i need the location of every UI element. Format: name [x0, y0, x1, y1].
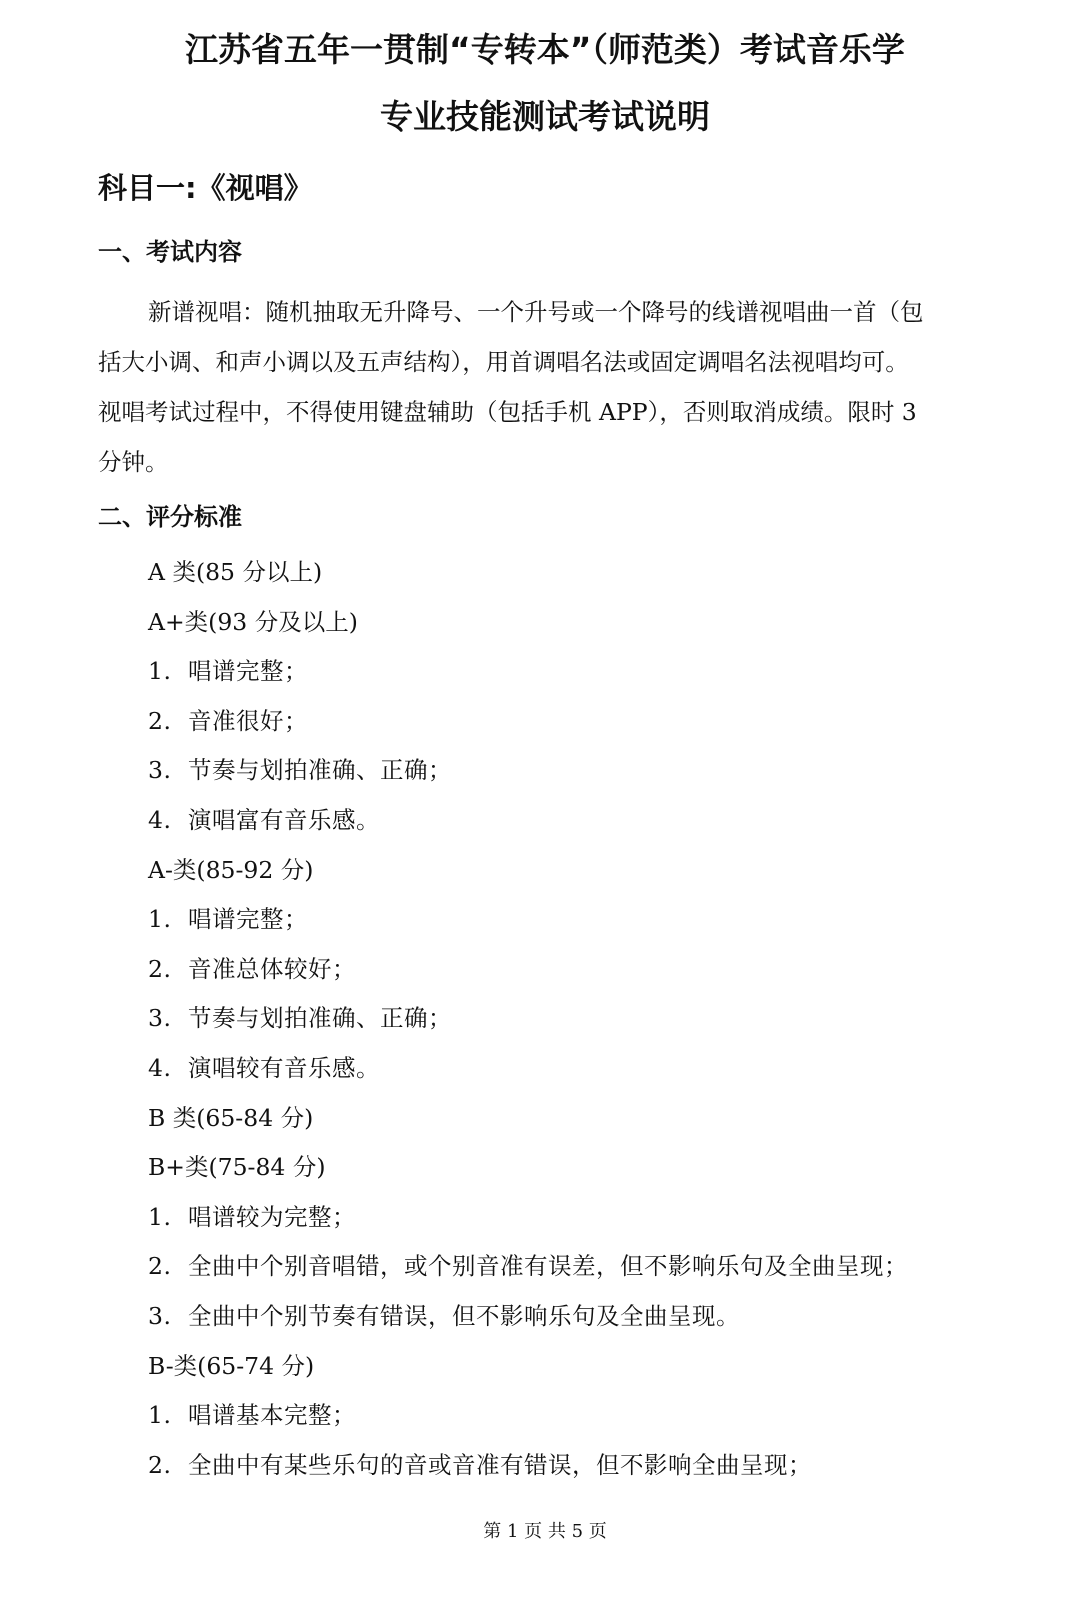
- criteria-item: [148, 1242, 1008, 1292]
- criteria-item-text: 节奏与划拍准确、正确；: [188, 1004, 452, 1033]
- criteria-item-text: 节奏与划拍准确、正确；: [188, 756, 452, 785]
- criteria-item: [148, 647, 1008, 697]
- grade-heading: A+类(93 分及以上): [148, 607, 358, 636]
- section-heading-scoring-criteria: 二、评分标准: [98, 503, 242, 531]
- scoring-criteria-list: [148, 548, 1008, 1490]
- grade-heading: B+类(75-84 分): [148, 1153, 326, 1182]
- criteria-item-number: 4.: [148, 805, 172, 834]
- section-heading-exam-content: 一、考试内容: [98, 238, 242, 266]
- criteria-item-number: 2.: [148, 954, 172, 983]
- criteria-item-text: 音准很好；: [188, 706, 308, 735]
- criteria-item-number: 2.: [148, 706, 172, 735]
- grade-heading: B-类(65-74 分): [148, 1351, 315, 1380]
- criteria-item-number: 1.: [148, 905, 172, 934]
- criteria-item-text: 全曲中个别节奏有错误，但不影响乐句及全曲呈现。: [188, 1301, 740, 1330]
- criteria-item: [148, 1193, 1008, 1243]
- criteria-item-text: 唱谱基本完整；: [188, 1401, 356, 1430]
- paragraph-line: 新谱视唱：随机抽取无升降号、一个升号或一个降号的线谱视唱曲一首（包: [148, 298, 924, 326]
- criteria-item-number: 1.: [148, 1202, 172, 1231]
- criteria-item: [148, 746, 1008, 796]
- criteria-item-number: 2.: [148, 1252, 172, 1281]
- grade-heading: A 类(85 分以上): [148, 558, 323, 586]
- criteria-item-number: 1.: [148, 1401, 172, 1430]
- paragraph-line: 分钟。: [98, 448, 169, 476]
- criteria-item-text: 全曲中有某些乐句的音或音准有错误，但不影响全曲呈现；: [188, 1450, 812, 1479]
- criteria-item: [148, 1441, 1008, 1491]
- criteria-item-text: 唱谱完整；: [188, 657, 308, 686]
- criteria-item: [148, 796, 1008, 846]
- document-title-line-1: 江苏省五年一贯制“专转本”（师范类）考试音乐学: [185, 30, 905, 69]
- criteria-item: [148, 697, 1008, 747]
- criteria-item-number: 4.: [148, 1053, 172, 1082]
- exam-content-paragraph: [98, 287, 988, 487]
- criteria-item: [148, 1292, 1008, 1342]
- criteria-item: [148, 994, 1008, 1044]
- criteria-item-number: 3.: [148, 1301, 172, 1330]
- criteria-item-text: 唱谱较为完整；: [188, 1202, 356, 1231]
- page-number-footer: 第 1 页 共 5 页: [483, 1521, 607, 1542]
- subject-heading: 科目一:《视唱》: [98, 171, 313, 205]
- criteria-item-text: 演唱富有音乐感。: [188, 805, 380, 834]
- criteria-item-text: 全曲中个别音唱错，或个别音准有误差，但不影响乐句及全曲呈现；: [188, 1252, 908, 1281]
- criteria-item: [148, 1044, 1008, 1094]
- grade-heading: B 类(65-84 分): [148, 1103, 314, 1132]
- criteria-item-number: 1.: [148, 657, 172, 686]
- paragraph-line: 视唱考试过程中，不得使用键盘辅助（包括手机 APP），否则取消成绩。限时 3: [98, 398, 917, 426]
- criteria-item: [148, 1391, 1008, 1441]
- document-title-line-2: 专业技能测试考试说明: [380, 97, 710, 136]
- criteria-item-number: 3.: [148, 1004, 172, 1033]
- criteria-item: [148, 945, 1008, 995]
- grade-heading: A-类(85-92 分): [148, 855, 314, 884]
- criteria-item-text: 音准总体较好；: [188, 954, 356, 983]
- paragraph-line: 括大小调、和声小调以及五声结构），用首调唱名法或固定调唱名法视唱均可。: [98, 348, 909, 376]
- criteria-item-number: 2.: [148, 1450, 172, 1479]
- criteria-item: [148, 895, 1008, 945]
- criteria-item-text: 演唱较有音乐感。: [188, 1053, 380, 1082]
- criteria-item-number: 3.: [148, 756, 172, 785]
- criteria-item-text: 唱谱完整；: [188, 905, 308, 934]
